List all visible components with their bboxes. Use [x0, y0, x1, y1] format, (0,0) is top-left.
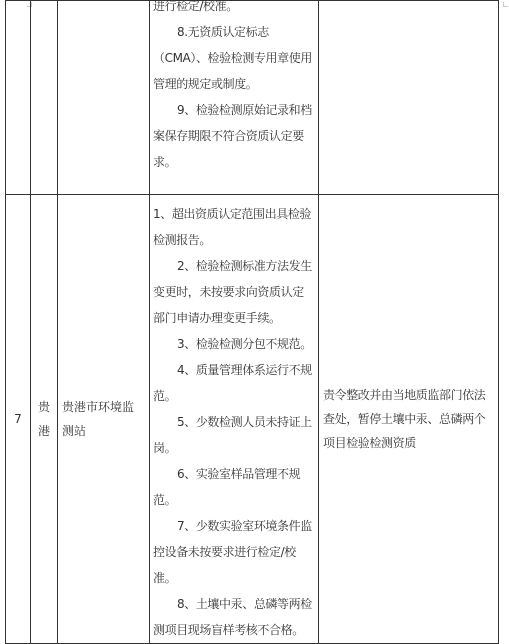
row-index: 7	[6, 195, 31, 644]
org-cell	[58, 1, 150, 195]
issue-item: 进行检定/校准。	[153, 0, 238, 13]
table-row-continued	[6, 1, 499, 195]
issue-item: 2、检验检测标准方法发生变更时，未按要求向资质认定部门申请办理变更手续。	[153, 259, 312, 325]
issue-item: 8、土壤中汞、总磷等两检测项目现场盲样考核不合格。	[153, 597, 312, 637]
organization-name: 贵港市环境监测站	[58, 195, 150, 644]
corner-mark	[503, 2, 508, 7]
issue-item: 1、超出资质认定范围出具检验检测报告。	[153, 207, 312, 247]
issues-cell	[150, 195, 319, 644]
inspection-results-table	[5, 0, 499, 644]
city-cell	[31, 1, 58, 195]
issue-item: 6、实验室样品管理不规范。	[153, 467, 301, 507]
table-row	[6, 195, 499, 644]
issue-item: 8.无资质认定标志（CMA）、检验检测专用章使用管理的规定或制度。	[153, 25, 312, 91]
issue-item: 3、检验检测分包不规范。	[177, 337, 312, 351]
enforcement-action: 责令整改并由当地质监部门依法查处，暂停土壤中汞、总磷两个项目检验检测资质	[319, 195, 499, 644]
index-cell	[6, 1, 31, 195]
issue-item: 7、少数实验室环境条件监控设备未按要求进行检定/校准。	[153, 519, 312, 585]
action-cell	[319, 1, 499, 195]
issues-cell	[150, 1, 319, 195]
issue-item: 4、质量管理体系运行不规范。	[153, 363, 312, 403]
city-name: 贵港	[31, 195, 58, 644]
issue-item: 9、检验检测原始记录和档案保存期限不符合资质认定要求。	[153, 103, 312, 169]
issue-item: 5、少数检测人员未持证上岗。	[153, 415, 312, 455]
